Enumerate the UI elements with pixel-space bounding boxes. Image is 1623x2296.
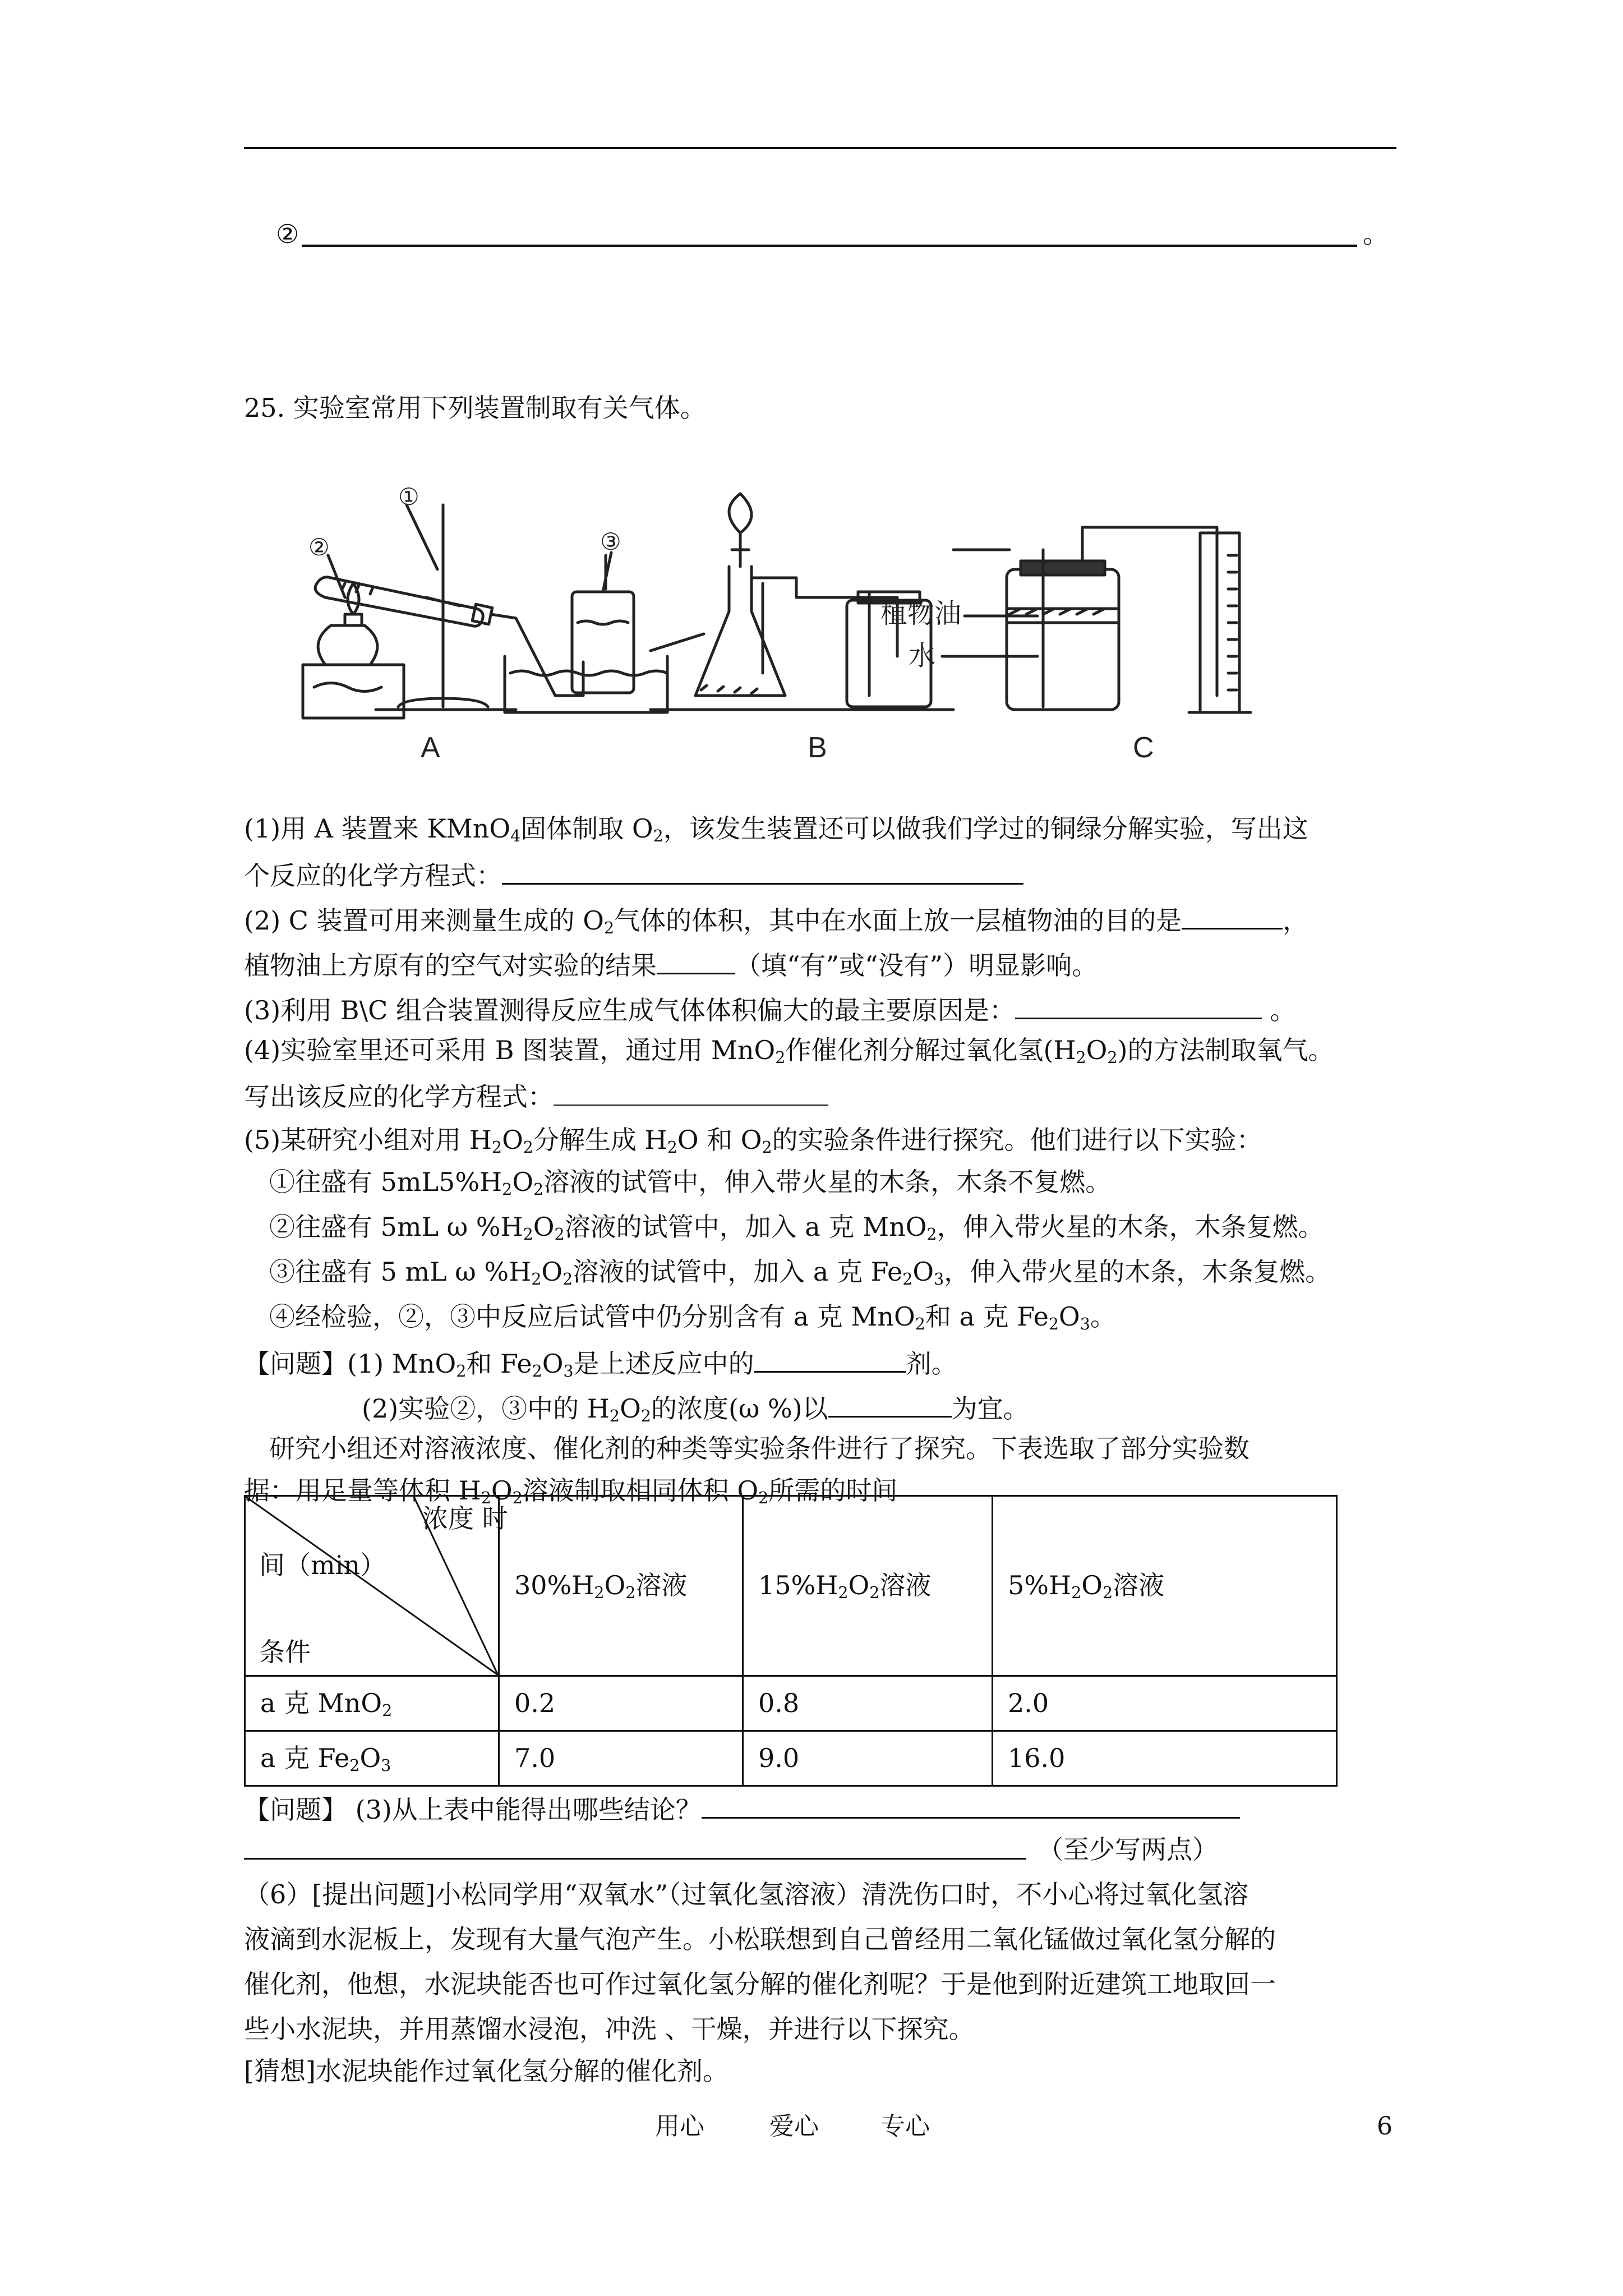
row-label-fe2o3: a 克 $Fe_2O_3$ — [245, 1731, 499, 1786]
corner-label-top: 浓度 时 — [422, 1503, 508, 1534]
table-row — [245, 1676, 1337, 1731]
row-label-mno2: a 克 MnO$_2$ — [245, 1676, 499, 1731]
part6-line1: （6）[提出问题]小松同学用“双氧水”（过氧化氢溶液）清洗伤口时，不小心将过氧化氢溶 — [244, 1879, 1249, 1910]
table-intro-line2: 据：用足量等体积 $H_2O_2$溶液制取相同体积 $O_2$所需的时间 — [244, 1475, 898, 1508]
blank-end-mark: 。 — [1363, 219, 1389, 249]
label-num1: ① — [398, 484, 419, 510]
table-corner-cell — [245, 1496, 508, 1676]
footer-text-2: 爱心 — [769, 2112, 819, 2141]
answer-blank — [828, 1391, 952, 1418]
question-title: 25. 实验室常用下列装置制取有关气体。 — [244, 393, 706, 423]
label-a: A — [421, 731, 440, 763]
label-num3: ③ — [600, 528, 621, 555]
c-bottle — [1007, 569, 1119, 710]
water-trough — [505, 656, 667, 712]
table-row — [245, 1731, 1337, 1786]
part6-line3: 催化剂，他想，水泥块能否也可作过氧化氢分解的催化剂呢？于是他到附近建筑工地取回一 — [244, 1969, 1276, 1999]
label-b: B — [808, 731, 827, 763]
part6-line5: [猜想]水泥块能作过氧化氢分解的催化剂。 — [244, 2056, 728, 2086]
answer-blank — [1182, 903, 1283, 930]
corner-label-bottom: 条件 — [259, 1637, 311, 1667]
col-header-15: $15\%H_2O_2$溶液 — [743, 1496, 993, 1676]
table-cell: 9.0 — [743, 1731, 993, 1786]
answer-blank — [702, 1792, 1240, 1819]
part6-line4: 些小水泥块，并用蒸馏水浸泡，冲洗 、干燥，并进行以下探究。 — [244, 2014, 975, 2044]
table-intro-line1: 研究小组还对溶液浓度、催化剂的种类等实验条件进行了探究。下表选取了部分实验数 — [269, 1433, 1249, 1464]
part1-line1: (1)用 A 装置来 KMnO$_4$固体制取 $O_2$，该发生装置还可以做我们学过的铜绿分解实验，写出这 — [244, 813, 1308, 846]
part5-intro: (5)某研究小组对用 $H_2O_2$分解生成 $H_2O$ 和 $O_2$的实验条件进行探究。他们进行以下实验： — [244, 1125, 1262, 1157]
col-header-5: $5\%H_2O_2$溶液 — [993, 1496, 1337, 1676]
page-number: 6 — [1377, 2112, 1393, 2141]
part6-line2: 液滴到水泥板上，发现有大量气泡产生。小松联想到自己曾经用二氧化锰做过氧化氢分解的 — [244, 1924, 1276, 1954]
experiment-data-table — [244, 1495, 1338, 1787]
header-rule — [244, 147, 1396, 149]
top-blank-line: ② — [276, 219, 299, 249]
c-outlet-tube — [1082, 527, 1217, 696]
table-cell: 16.0 — [993, 1731, 1337, 1786]
question-catalyst: 【问题】(1) MnO$_2$和 $Fe_2O_3$是上述反应中的 剂。 — [244, 1346, 957, 1379]
experiment-4: ④经检验，②，③中反应后试管中仍分别含有 a 克 MnO$_2$和 a 克 $Fe_2O_3$。 — [269, 1301, 1116, 1334]
part4-line1: (4)实验室里还可采用 B 图装置，通过用 MnO$_2$作催化剂分解过氧化氢$(H_2O_2)$的方法制取氧气。 — [244, 1035, 1334, 1068]
table-cell: 2.0 — [993, 1676, 1337, 1731]
experiment-1: ①往盛有 $5mL5\%H_2O_2$溶液的试管中，伸入带火星的木条，木条不复燃。 — [269, 1167, 1112, 1199]
corner-label-mid: 间（min） — [259, 1550, 386, 1580]
gas-jar — [572, 592, 634, 693]
question-conclusions: 【问题】 (3)从上表中能得出哪些结论？ — [244, 1792, 1240, 1825]
footer-text-1: 用心 — [655, 2112, 704, 2141]
part2-line2: 植物油上方原有的空气对实验的结果 （填“有”或“没有”）明显影响。 — [244, 948, 1098, 981]
answer-blank — [657, 948, 735, 974]
apparatus-figure — [292, 471, 1413, 763]
conical-flask — [695, 567, 785, 696]
conclusion-note: （至少写两点） — [1038, 1834, 1218, 1865]
part2-line1: (2) C 装置可用来测量生成的 $O_2$气体的体积，其中在水面上放一层植物油的目的是 ， — [244, 903, 1308, 936]
label-oil: 植物油 — [880, 599, 962, 629]
table-cell: 0.8 — [743, 1676, 993, 1731]
answer-blank — [1015, 993, 1262, 1019]
table-cell: 7.0 — [499, 1731, 743, 1786]
answer-blank — [754, 1346, 906, 1373]
question-concentration: (2)实验②，③中的 $H_2O_2$的浓度(ω %)以 为宜。 — [362, 1391, 1029, 1424]
answer-blank — [302, 219, 1357, 247]
label-c: C — [1133, 731, 1154, 763]
answer-blank — [554, 1080, 828, 1106]
separatory-funnel — [729, 494, 751, 533]
label-num2: ② — [308, 534, 330, 560]
part4-line2: 写出该反应的化学方程式： — [244, 1080, 828, 1112]
label-water: 水 — [909, 641, 936, 671]
part1-line2: 个反应的化学方程式： — [244, 858, 1023, 891]
answer-blank — [502, 858, 1023, 885]
alcohol-lamp — [318, 625, 377, 665]
part3-line: (3)利用 B\C 组合装置测得反应生成气体体积偏大的最主要原因是： 。 — [244, 993, 1296, 1026]
col-header-30: $30\%H_2O_2$溶液 — [499, 1496, 743, 1676]
experiment-2: ②往盛有 5mL ω $\%H_2O_2$溶液的试管中，加入 a 克 MnO$_2$，伸入带火星的木条，木条复燃。 — [269, 1212, 1324, 1244]
footer-text-3: 专心 — [880, 2112, 930, 2141]
experiment-3: ③往盛有 5 mL ω $\%H_2O_2$溶液的试管中，加入 a 克 $Fe_2O_3$，伸入带火星的木条，木条复燃。 — [269, 1257, 1331, 1289]
table-cell: 0.2 — [499, 1676, 743, 1731]
answer-blank — [244, 1833, 1026, 1860]
